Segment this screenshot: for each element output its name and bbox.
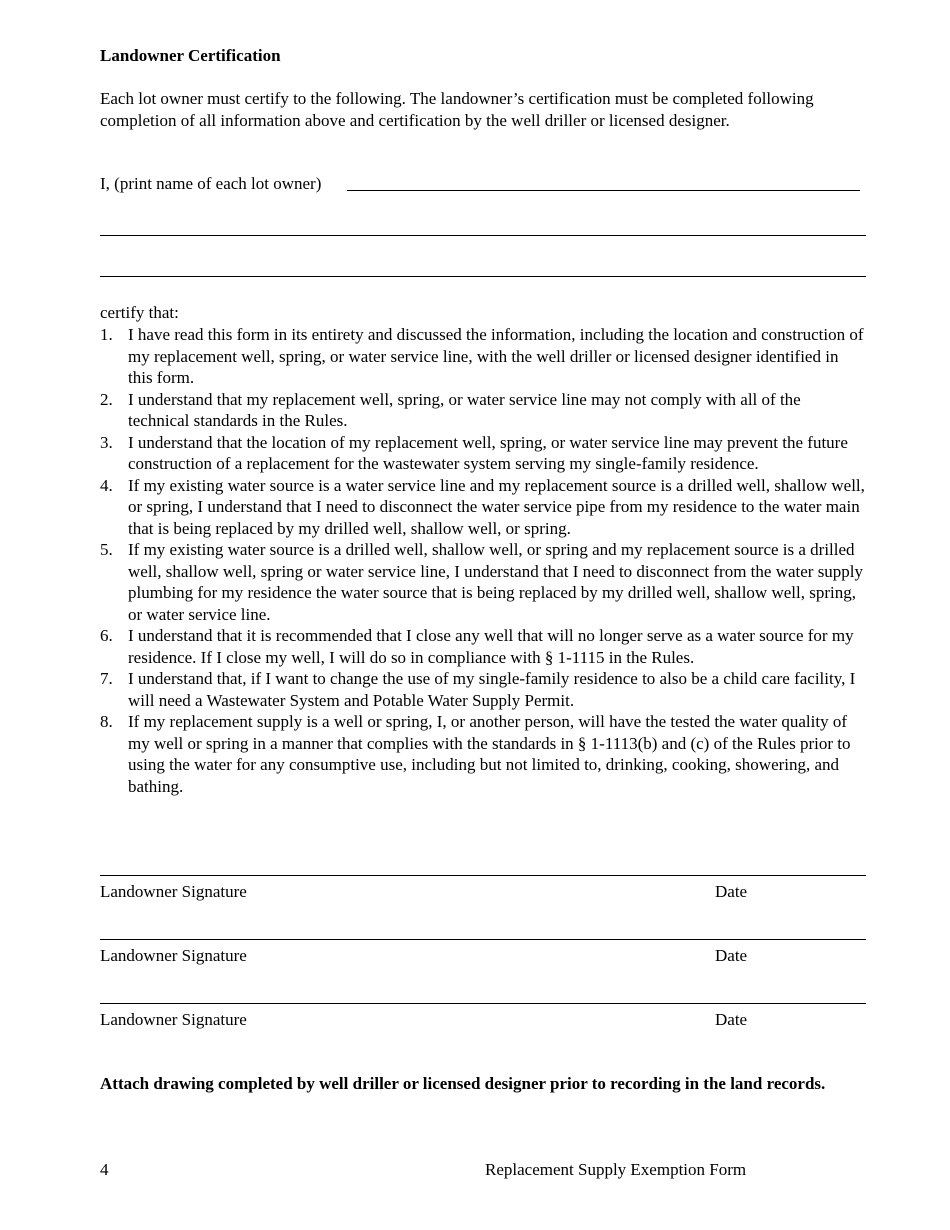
signature-line <box>100 875 866 876</box>
signature-label: Landowner Signature <box>100 946 247 965</box>
list-item-number: 5. <box>100 540 113 559</box>
list-item-text: I understand that the location of my replacement well, spring, or water service line may prevent the future construction of a replacement for the wastewater system serving my single-family residence. <box>128 432 848 473</box>
list-item-text: I understand that my replacement well, spring, or water service line may not comply with all of the technical standards in the Rules. <box>128 389 801 430</box>
list-item-text: I have read this form in its entirety and discussed the information, including the location and construction of my replacement well, spring, or water service line, with the well driller or licensed designer identified in this form. <box>128 325 864 387</box>
list-item-text: If my existing water source is a drilled well, shallow well, or spring and my replacement source is a drilled well, shallow well, spring or water service line, I understand that I need to disconnect from the water supply plumbing for my residence the water source that is being replaced by my drilled well, shallow well, spring, or water service line. <box>128 540 864 624</box>
list-item <box>100 389 866 432</box>
list-item <box>100 711 866 797</box>
section-title: Landowner Certification <box>100 46 281 65</box>
list-item <box>100 475 866 540</box>
signature-line <box>100 939 866 940</box>
owner-name-blank-line-3 <box>100 276 866 277</box>
date-label: Date <box>715 882 748 901</box>
certification-list <box>100 324 866 797</box>
list-item-text: If my existing water source is a water service line and my replacement source is a drilled well, shallow well, or spring, I understand that I need to disconnect the water service pipe from my residence to the water main that is being replaced by my drilled well, shallow well, or spring. <box>128 475 865 538</box>
owner-name-row <box>100 173 866 195</box>
attach-drawing-note: Attach drawing completed by well driller or licensed designer prior to recording in the land records. <box>100 1074 826 1093</box>
signature-row-2 <box>100 942 866 964</box>
list-item <box>100 625 866 668</box>
list-item-number: 1. <box>100 325 113 344</box>
date-label: Date <box>715 946 748 965</box>
owner-name-blank-line-2 <box>100 235 866 236</box>
signature-label: Landowner Signature <box>100 882 247 901</box>
owner-name-label: I, (print name of each lot owner) <box>100 174 322 193</box>
intro-paragraph: Each lot owner must certify to the following. The landowner’s certification must be completed following completion of all information above and certification by the well driller or licensed designer. <box>100 89 814 130</box>
list-item <box>100 539 866 625</box>
list-item-text: I understand that it is recommended that I close any well that will no longer serve as a water source for my residence. If I close my well, I will do so in compliance with § 1-1115 in the Rules. <box>128 626 854 667</box>
list-item <box>100 432 866 475</box>
list-item <box>100 324 866 389</box>
signature-row-1 <box>100 878 866 900</box>
list-item-number: 7. <box>100 669 113 688</box>
list-item-number: 8. <box>100 712 113 731</box>
signature-line <box>100 1003 866 1004</box>
owner-name-blank <box>347 190 860 191</box>
list-item-number: 3. <box>100 432 113 452</box>
list-item-text: I understand that, if I want to change the use of my single-family residence to also be a child care facility, I will need a Wastewater System and Potable Water Supply Permit. <box>128 669 856 710</box>
signature-row-3 <box>100 1006 866 1028</box>
certify-that-label: certify that: <box>100 303 179 322</box>
list-item-text: If my replacement supply is a well or spring, I, or another person, will have the tested the water quality of my well or spring in a manner that complies with the standards in § 1-1113(b) and (c) of the Rules prior to using the water for any consumptive use, including but not limited to, drinking, cooking, showering, and bathing. <box>128 712 851 796</box>
list-item-number: 2. <box>100 389 113 409</box>
list-item-number: 4. <box>100 475 113 495</box>
date-label: Date <box>715 1010 748 1029</box>
page-number: 4 <box>100 1160 109 1179</box>
footer-form-title: Replacement Supply Exemption Form <box>485 1160 747 1179</box>
list-item <box>100 668 866 711</box>
list-item-number: 6. <box>100 626 113 645</box>
signature-label: Landowner Signature <box>100 1010 247 1029</box>
